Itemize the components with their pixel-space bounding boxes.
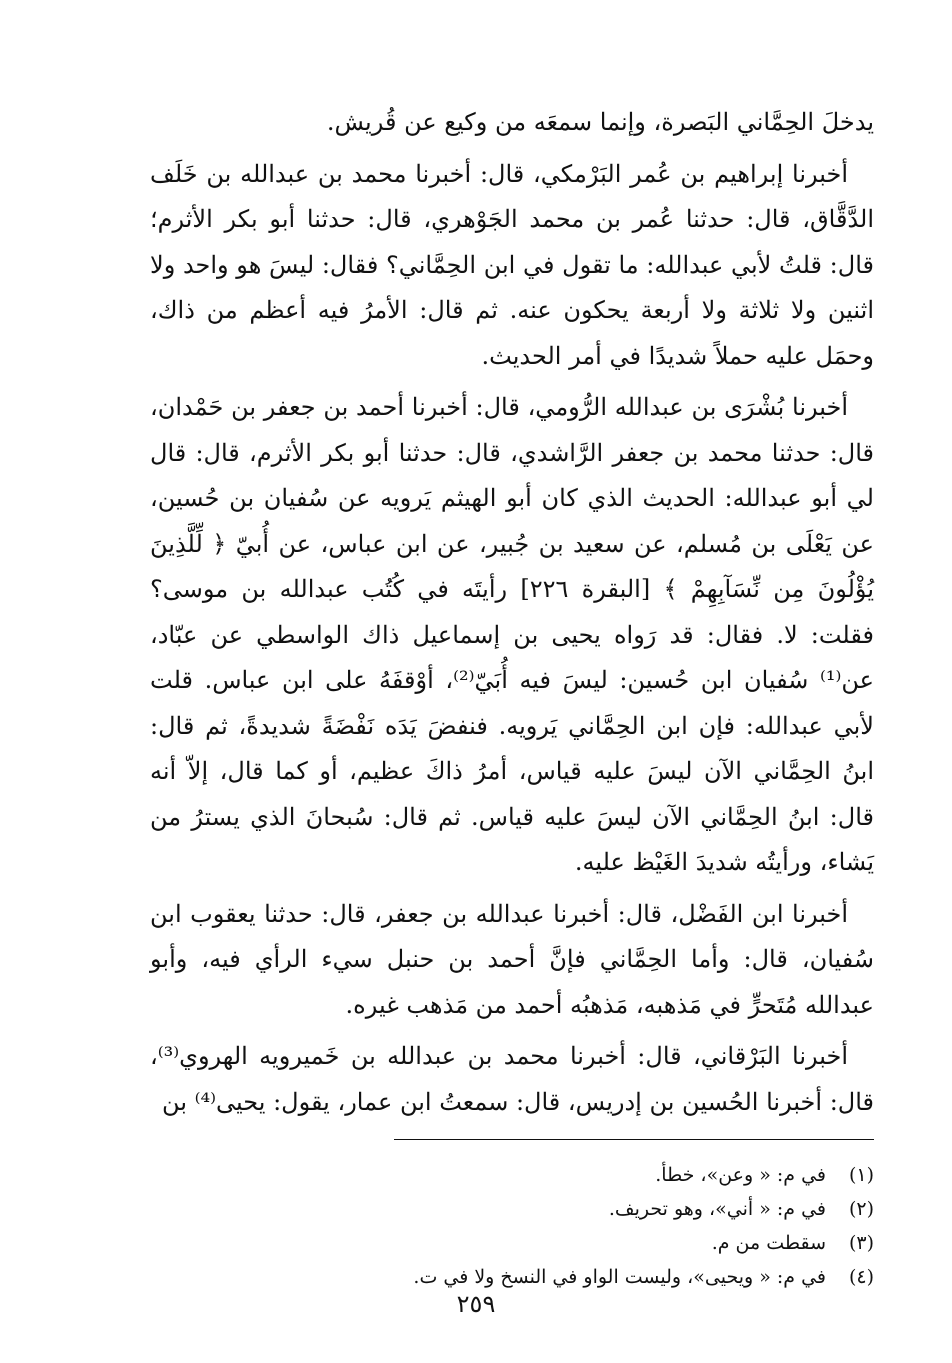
footnote-1 [150,1158,874,1192]
footnote-text: في م: « ويحيى»، وليست الواو في النسخ ولا في ت. [413,1266,826,1288]
footnote-separator-wrap [150,1139,874,1140]
paragraph-2: أخبرنا إبراهيم بن عُمر البَرْمكي، قال: أخبرنا محمد بن عبدالله بن خَلَف الدَّقَّاق، قال: حدثنا عُمر بن محمد الجَوْهري، قال: حدثنا أبو بكر الأثرم؛ قال: قلتُ لأبي عبدالله: ما تقول في ابن الحِمَّاني؟ فقال: ليسَ هو واحد ولا اثنين ولا ثلاثة ولا أربعة يحكون عنه. ثم قال: الأمرُ فيه أعظم من ذاك، وحمَل عليه حملاً شديدًا في أمر الحديث. [150,159,875,370]
footnotes [150,1158,874,1294]
paragraph-4: أخبرنا ابن الفَضْل، قال: أخبرنا عبدالله بن جعفر، قال: حدثنا يعقوب ابن سُفيان، قال: وأما الحِمَّاني فإنَّ أحمد بن حنبل سيء الرأي فيه، وأبو عبدالله مُتَحرٍّ في مَذهبه، مَذهبُه أحمد من مَذهب غيره. [150,899,874,1019]
footnote-3 [150,1226,874,1260]
footnote-number: (٤) [848,1266,874,1288]
paragraph-5: أخبرنا البَرْقاني، قال: أخبرنا محمد بن عبدالله بن خَميرويه الهروي⁽³⁾، قال: أخبرنا الحُسين بن إدريس، قال: سمعتُ ابن عمار، يقول: يحيى⁽⁴⁾ بن [150,1042,874,1116]
footnote-number: (٣) [848,1232,874,1254]
footnote-number: (١) [848,1164,874,1186]
footnote-text: في م: « وعن»، خطأ. [655,1164,826,1186]
footnote-2 [150,1192,874,1226]
footnote-text: سقطت من م. [711,1232,826,1254]
footnote-text: في م: « أني»، وهو تحريف. [608,1198,826,1220]
paragraph-3: أخبرنا بُشْرَى بن عبدالله الرُّومي، قال: أخبرنا أحمد بن جعفر بن حَمْدان، قال: حدثنا محمد بن جعفر الرَّاشدي، قال: حدثنا أبو بكر الأثرم، قال: قال لي أبو عبدالله: الحديث الذي كان أبو الهيثم يَرويه عن سُفيان بن حُسين، عن يَعْلَى بن مُسلم، عن سعيد بن جُبير، عن ابن عباس، عن أُبيّ ﴿ لِّلَّذِينَ يُؤْلُونَ مِن نِّسَآبِهِمْ ﴾ [البقرة ٢٢٦] رأيتَه في كُتُب عبدالله بن موسى؟ فقلت: لا. فقال: قد رَواه يحيى بن إسماعيل ذاك الواسطي عن عبّاد، عن⁽¹⁾ سُفيان ابن حُسين: ليسَ فيه أُبَيّ⁽²⁾، أوْقفَهُ على ابن عباس. قلت لأبي عبدالله: فإن ابن الحِمَّاني يَرويه. فنفضَ يَدَه نَفْضَةً شديدةً، ثم قال: ابنُ الحِمَّاني الآن ليسَ عليه قياس، أمرُ ذاكَ عظيم، أو كما قال، إلاّ أنه قال: ابنُ الحِمَّاني الآن ليسَ عليه قياس. ثم قال: سُبحانَ الذي يسترُ من يَشاء، ورأيتُه شديدَ الغَيْظ عليه. [150,393,875,876]
main-text [150,100,874,1125]
page-number: ٢٥٩ [456,1290,496,1318]
footnote-separator [394,1139,874,1140]
footnote-number: (٢) [848,1198,874,1220]
paragraph-1: يدخلَ الحِمَّاني البَصرة، وإنما سمعَه من وكيع عن قُريش. [326,108,874,136]
footnote-4 [150,1260,874,1294]
